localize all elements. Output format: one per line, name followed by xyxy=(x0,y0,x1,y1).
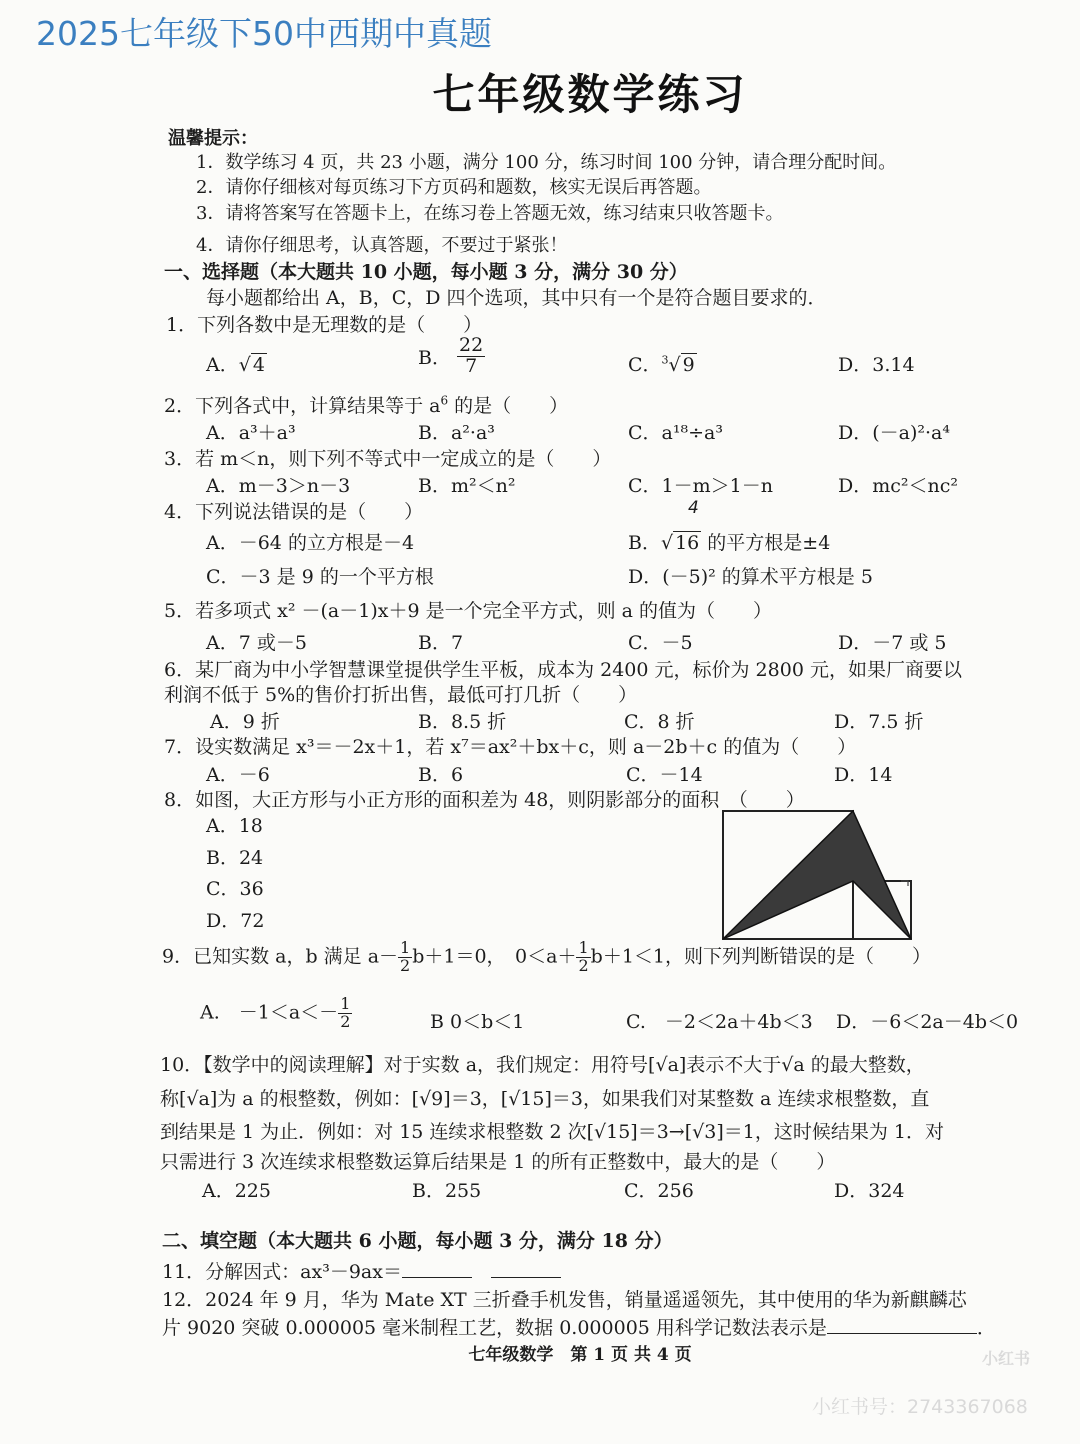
q10-line-1: 10．【数学中的阅读理解】对于实数 a，我们规定：用符号[√a]表示不大于√a 的最大整数， xyxy=(160,1054,925,1076)
q10-option-c: C．256 xyxy=(624,1180,694,1202)
q6-line-2: 利润不低于 5%的售价打折出售，最低可打几折（ ） xyxy=(164,684,638,706)
q1-option-b: B． $\frac{22}{7}$ xyxy=(418,334,484,377)
q2-option-d: D．(－a)²·a⁴ xyxy=(838,422,950,444)
q5-option-c: C．－5 xyxy=(628,632,693,654)
q9-option-d: D．－6＜2a－4b＜0 xyxy=(836,1011,1019,1033)
q5-stem: 5．若多项式 x² －(a－1)x＋9 是一个完全平方式，则 a 的值为（ ） xyxy=(164,600,772,622)
q5-option-a: A．7 或－5 xyxy=(206,632,307,654)
q7-option-d: D．14 xyxy=(834,764,893,786)
tip-item-4: 4．请你仔细思考，认真答题，不要过于紧张！ xyxy=(196,235,568,256)
q1-option-a: A．√ 4 xyxy=(206,354,265,376)
q9-option-b: B 0＜b＜1 xyxy=(430,1011,525,1033)
q2-stem: 2．下列各式中，计算结果等于 $a^6$ 的是（ ） xyxy=(164,393,569,417)
q2-option-b: B．a²·a³ xyxy=(418,422,495,444)
q4-handwritten-mark: 4 xyxy=(688,498,699,518)
q10-line-2: 称[√a]为 a 的根整数，例如：[√9]＝3，[√15]＝3，如果我们对某整数 a 连续求根整数，直 xyxy=(160,1088,930,1110)
q2-option-a: A．a³＋a³ xyxy=(206,422,296,444)
q3-option-d: D．mc²＜nc² xyxy=(838,475,959,497)
q7-option-b: B．6 xyxy=(418,764,464,786)
section1-title: 一、选择题（本大题共 10 小题，每小题 3 分，满分 30 分） xyxy=(164,261,688,283)
q8-option-d: D．72 xyxy=(206,910,265,932)
q10-option-b: B．255 xyxy=(412,1180,482,1202)
overlay-title: 2025七年级下50中西期中真题 xyxy=(36,14,492,53)
q3-option-a: A．m－3＞n－3 xyxy=(206,475,351,497)
q10-option-a: A．225 xyxy=(202,1180,271,1202)
q3-option-c: C．1－m＞1－n xyxy=(628,475,773,497)
q8-square-figure xyxy=(718,806,918,942)
q4-option-b: B．√ 16 的平方根是±4 xyxy=(628,532,831,554)
q12-line-1: 12．2024 年 9 月，华为 Mate XT 三折叠手机发售，销量遥遥领先，其中使用的华为新麒麟芯 xyxy=(162,1289,967,1311)
q10-line-4: 只需进行 3 次连续求根整数运算后结果是 1 的所有正整数中，最大的是（ ） xyxy=(160,1151,836,1173)
q6-option-a: A．9 折 xyxy=(210,711,280,733)
q5-option-d: D．－7 或 5 xyxy=(838,632,947,654)
q8-option-c: C．36 xyxy=(206,878,264,900)
tip-item-2: 2．请你仔细核对每页练习下方页码和题数，核实无误后再答题。 xyxy=(196,177,712,198)
document-title: 七年级数学练习 xyxy=(432,70,748,119)
q9-option-a: A. －1＜a＜－ $\frac{1}{2}$ xyxy=(200,994,351,1031)
q8-stem: 8．如图，大正方形与小正方形的面积差为 48，则阴影部分的面积 （ ） xyxy=(164,789,805,811)
q11-stem: 11．分解因式：ax³－9ax＝ xyxy=(162,1257,561,1284)
q11-answer-blank xyxy=(402,1261,472,1278)
tips-label: 温馨提示： xyxy=(168,128,258,149)
q10-line-3: 到结果是 1 为止．例如：对 15 连续求根整数 2 次[√15]＝3→[√3]＝1，这时候结果为 1．对 xyxy=(160,1121,944,1143)
q1-stem: 1．下列各数中是无理数的是（ ） xyxy=(166,314,483,336)
q8-option-a: A．18 xyxy=(206,815,263,837)
q12-answer-blank xyxy=(827,1317,977,1334)
q9-stem: 9．已知实数 a，b 满足 a－ $\frac{1}{2}$ b＋1＝0， 0＜a＋ $\frac{1}{2}$ b＋1＜1，则下列判断错误的是（ ） xyxy=(162,938,932,975)
q11-answer-blank-2 xyxy=(491,1261,561,1278)
watermark-brand: 小红书 xyxy=(982,1349,1031,1368)
tip-item-1: 1．数学练习 4 页，共 23 小题，满分 100 分，练习时间 100 分钟，请合理分配时间。 xyxy=(196,152,897,173)
q5-option-b: B．7 xyxy=(418,632,464,654)
q4-option-c: C．－3 是 9 的一个平方根 xyxy=(206,566,434,588)
q7-option-a: A．－6 xyxy=(206,764,270,786)
q1-option-c: C．$^3$√ 9 xyxy=(628,353,695,376)
section2-title: 二、填空题（本大题共 6 小题，每小题 3 分，满分 18 分） xyxy=(162,1230,673,1252)
q4-stem: 4．下列说法错误的是（ ） xyxy=(164,501,424,523)
q7-stem: 7．设实数满足 x³＝－2x＋1，若 x⁷＝ax²＋bx＋c，则 a－2b＋c 的值为（ ） xyxy=(164,736,857,758)
q12-line-2: 片 9020 突破 0.000005 毫米制程工艺，数据 0.000005 用科学记数法表示是 ． xyxy=(162,1317,996,1339)
q6-option-b: B．8.5 折 xyxy=(418,711,507,733)
page-footer: 七年级数学 第 1 页 共 4 页 xyxy=(468,1345,692,1365)
q6-line-1: 6．某厂商为中小学智慧课堂提供学生平板，成本为 2400 元，标价为 2800 元，如果厂商要以 xyxy=(164,659,962,681)
q7-option-c: C．－14 xyxy=(626,764,703,786)
q1-option-d: D．3.14 xyxy=(838,354,915,376)
shaded-region xyxy=(723,811,911,939)
q4-option-a: A．－64 的立方根是－4 xyxy=(206,532,415,554)
section1-desc: 每小题都给出 A，B，C，D 四个选项，其中只有一个是符合题目要求的． xyxy=(206,287,827,309)
q8-option-b: B．24 xyxy=(206,847,264,869)
q4-option-d: D．(－5)² 的算术平方根是 5 xyxy=(628,566,873,588)
q6-option-d: D．7.5 折 xyxy=(834,711,924,733)
q3-option-b: B．m²＜n² xyxy=(418,475,516,497)
q10-option-d: D．324 xyxy=(834,1180,905,1202)
q9-option-c: C. －2＜2a＋4b＜3 xyxy=(626,1011,813,1033)
watermark-handle: 小红书号：2743367068 xyxy=(812,1396,1028,1418)
q2-option-c: C．a¹⁸÷a³ xyxy=(628,422,723,444)
q3-stem: 3．若 m＜n，则下列不等式中一定成立的是（ ） xyxy=(164,448,612,470)
q6-option-c: C．8 折 xyxy=(624,711,695,733)
tip-item-3: 3．请将答案写在答题卡上，在练习卷上答题无效，练习结束只收答题卡。 xyxy=(196,203,784,224)
